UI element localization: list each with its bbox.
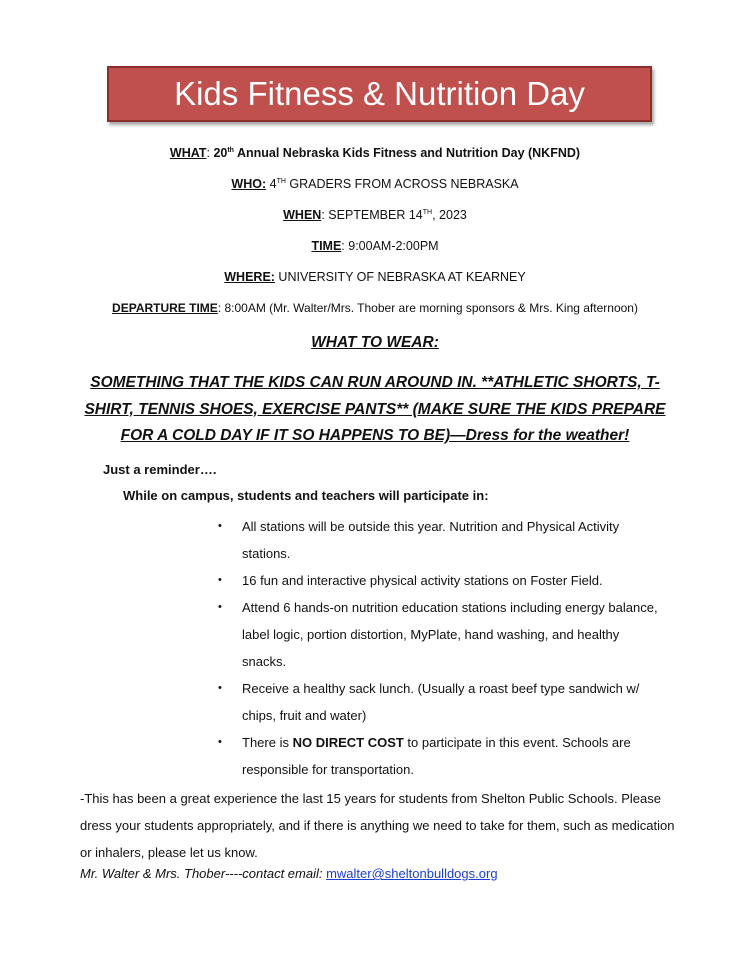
bullet-icon: •	[218, 520, 222, 532]
list-item-text: 16 fun and interactive physical activity stations on Foster Field.	[242, 573, 603, 588]
list-item-text: Attend 6 hands-on nutrition education stations including energy balance, label logic, portion distortion, MyPlate, hand washing, and healthy snacks.	[242, 600, 658, 669]
no-direct-cost-text: NO DIRECT COST	[292, 735, 404, 750]
bullet-icon: •	[218, 736, 222, 748]
who-value: GRADERS FROM ACROSS NEBRASKA	[285, 177, 519, 191]
list-item	[218, 567, 658, 594]
when-value-a: : SEPTEMBER 14	[321, 208, 423, 222]
who-num: 4	[266, 177, 277, 191]
what-to-wear-body: SOMETHING THAT THE KIDS CAN RUN AROUND IN. **ATHLETIC SHORTS, T-SHIRT, TENNIS SHOES, EXERCISE PANTS** (MAKE SURE THE KIDS PREPARE FOR A COLD DAY IF IT SO HAPPENS TO BE)—Dress for the weather!	[84, 374, 666, 444]
page-title: Kids Fitness & Nutrition Day	[174, 75, 585, 112]
list-item-text-pre: There is	[242, 735, 293, 750]
when-line	[0, 208, 750, 222]
departure-line	[0, 301, 750, 315]
what-to-wear-heading: WHAT TO WEAR:	[311, 334, 439, 351]
signoff-line	[80, 866, 498, 881]
departure-label: DEPARTURE TIME	[112, 301, 218, 315]
who-label: WHO:	[231, 177, 267, 191]
when-value-b: , 2023	[432, 208, 467, 222]
bullet-icon: •	[218, 601, 222, 613]
contact-email-link[interactable]: mwalter@sheltonbulldogs.org	[326, 866, 498, 881]
activity-list	[218, 513, 658, 783]
list-item	[218, 729, 658, 783]
what-value: Annual Nebraska Kids Fitness and Nutrition Day (NKFND)	[233, 146, 581, 160]
time-label: TIME	[311, 239, 342, 253]
what-sup: th	[227, 146, 234, 154]
when-sup: TH	[422, 208, 433, 216]
time-value: : 9:00AM-2:00PM	[341, 239, 439, 253]
time-line	[0, 239, 750, 253]
what-num: 20	[213, 146, 228, 160]
what-label: WHAT	[169, 146, 207, 160]
what-line: WHAT: 20th Annual Nebraska Kids Fitness and Nutrition Day (NKFND)	[169, 146, 581, 160]
where-value: UNIVERSITY OF NEBRASKA AT KEARNEY	[274, 270, 526, 284]
where-line	[0, 270, 750, 284]
where-label: WHERE:	[224, 270, 275, 284]
when-label: WHEN	[283, 208, 322, 222]
bullet-icon: •	[218, 574, 222, 586]
list-item	[218, 513, 658, 567]
list-item-text: All stations will be outside this year. Nutrition and Physical Activity stations.	[242, 519, 620, 561]
who-line	[0, 177, 750, 191]
list-item	[218, 675, 658, 729]
title-banner	[107, 66, 652, 122]
bullet-icon: •	[218, 682, 222, 694]
list-item-text-post: to participate in this event. Schools are responsible for transportation.	[242, 735, 631, 777]
list-item	[218, 594, 658, 675]
reminder-text: Just a reminder….	[103, 462, 217, 477]
signoff-text: Mr. Walter & Mrs. Thober----contact email:	[80, 866, 327, 881]
closing-paragraph: -This has been a great experience the last 15 years for students from Shelton Public Schools. Please dress your students appropriately, and if there is anything we need to take for them, such as medication or inhalers, please let us know.	[80, 791, 675, 860]
list-item-text: Receive a healthy sack lunch. (Usually a roast beef type sandwich w/ chips, fruit and water)	[242, 681, 640, 723]
who-sup: TH	[276, 177, 286, 185]
departure-value: : 8:00AM (Mr. Walter/Mrs. Thober are morning sponsors & Mrs. King afternoon)	[217, 301, 638, 315]
while-on-campus-text: While on campus, students and teachers will participate in:	[123, 488, 489, 503]
